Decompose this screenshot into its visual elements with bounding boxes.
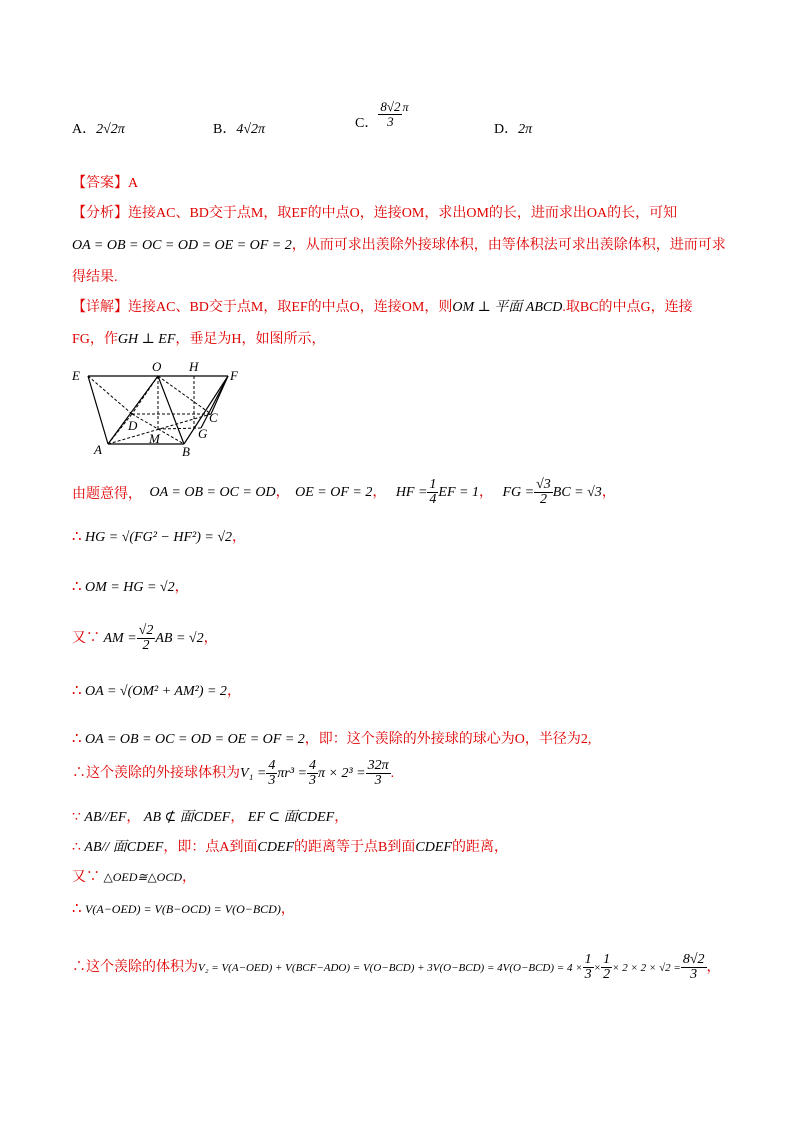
step-12-times: × xyxy=(593,962,602,974)
step-12-fraction-3 xyxy=(681,953,707,983)
option-c-fraction xyxy=(378,100,402,128)
step-10-prefix: 又∵ xyxy=(72,870,100,885)
step-7-text: ∴这个羡除的外接球体积为 xyxy=(72,766,240,781)
step-12-tail: × 2 × 2 × √2 = xyxy=(612,962,681,974)
step-7-fraction-3 xyxy=(366,759,391,789)
label-c: C xyxy=(209,410,218,425)
step-11-symbol: ∴ xyxy=(72,901,82,917)
analysis-label: 【分析】 xyxy=(72,206,128,221)
label-a: A xyxy=(94,442,102,457)
step-3-math: OM = HG = √2 xyxy=(85,580,175,595)
step-4-math-1: AM = xyxy=(103,631,137,646)
step-12-fraction-1-num: 1 xyxy=(584,951,592,967)
step-8-math-2: AB ⊄ 面CDEF xyxy=(143,810,231,825)
detail-line-1 xyxy=(72,296,693,316)
step-7-math-2: πr³ = xyxy=(277,766,307,781)
edge-ea xyxy=(88,376,108,444)
option-b-label: B． xyxy=(213,122,237,137)
edge-oc xyxy=(158,376,211,414)
geometry-figure xyxy=(66,358,246,458)
edge-ed xyxy=(88,376,132,414)
step-7-fraction-1 xyxy=(266,759,277,789)
step-9-text-1: ，即：点A到面 xyxy=(163,840,258,855)
step-1-math-4a: FG = xyxy=(502,485,535,500)
option-b-value: 4√2π xyxy=(236,122,266,137)
answer-label: 【答案】 xyxy=(72,176,128,191)
step-4: 又∵ AM = $\frac{√2}{2}$ AB = √2， xyxy=(72,622,218,654)
step-7-fraction-3-num: 32π xyxy=(367,757,389,773)
option-a-value: 2√2π xyxy=(96,122,125,137)
step-12-fraction-1 xyxy=(583,953,594,983)
step-7: ∴这个羡除的外接球体积为V₁ = $\frac{4}{3}$ πr³ = $\frac{4}{3}$ π × 2³ = $\frac{32\pi}{3}$ . xyxy=(72,757,395,789)
answer-line xyxy=(72,172,138,192)
option-a-label: A． xyxy=(72,122,97,137)
label-g: G xyxy=(198,426,208,441)
step-12-text: ∴这个羡除的体积为 xyxy=(72,960,198,975)
option-d xyxy=(494,118,532,138)
analysis-equation: OA = OB = OC = OD = OE = OF = 2 xyxy=(72,238,292,253)
step-12-math: V₂ = V(A−OED) + V(BCF−ADO) = V(O−BCD) + 3V(O−BCD) = 4V(O−BCD) = 4 × xyxy=(198,962,583,974)
step-1-fraction-2-num: √3 xyxy=(536,476,551,492)
step-12-fraction-3-den: 3 xyxy=(690,967,698,983)
option-b xyxy=(213,118,265,138)
step-11: ∴ V(A−OED) = V(B−OCD) = V(O−BCD)， xyxy=(72,901,295,917)
step-9-text-2: 的距离等于点B到面 xyxy=(294,840,416,855)
step-6 xyxy=(72,728,591,748)
step-8: ∵ AB//EF， AB ⊄ 面CDEF， EF ⊂ 面CDEF， xyxy=(72,810,349,825)
analysis-line-2 xyxy=(72,234,726,254)
answer-value: A xyxy=(128,176,139,191)
step-6-text: ，即：这个羡除的外接球的球心为O，半径为2, xyxy=(304,732,592,747)
step-7-fraction-3-den: 3 xyxy=(374,773,382,789)
step-2-math: HG = √(FG² − HF²) = √2 xyxy=(85,530,233,545)
edge-mg xyxy=(158,428,201,429)
step-1-fraction-2-den: 2 xyxy=(539,492,547,508)
step-7-fraction-2-num: 4 xyxy=(308,757,316,773)
step-9-math-2: CDEF xyxy=(257,840,295,855)
step-7-fraction-1-num: 4 xyxy=(268,757,276,773)
step-2-symbol: ∴ xyxy=(72,529,82,545)
step-9-math-1: AB// 面CDEF xyxy=(84,840,164,855)
step-9 xyxy=(72,836,508,856)
step-9-math-3: CDEF xyxy=(415,840,452,855)
option-c xyxy=(355,99,409,132)
detail-label: 【详解】 xyxy=(72,300,128,315)
step-8-math-1: AB//EF xyxy=(84,810,127,825)
option-d-value: 2π xyxy=(518,122,533,137)
step-1-fraction-1 xyxy=(427,478,438,508)
step-1-fraction-2 xyxy=(534,478,553,508)
label-f: F xyxy=(230,368,238,383)
edge-ob xyxy=(158,376,184,444)
detail-text-1a: 连接AC、BD交于点M，取EF的中点O，连接OM，则 xyxy=(128,300,453,315)
step-5-math: OA = √(OM² + AM²) = 2 xyxy=(85,684,227,699)
label-h: H xyxy=(189,359,199,374)
step-10: 又∵ △OED≅△OCD， xyxy=(72,870,197,885)
step-7-math-1: V₁ = xyxy=(240,766,267,781)
step-1-math-2: OE = OF = 2 xyxy=(295,485,373,500)
step-4-prefix: 又∵ xyxy=(72,631,100,646)
step-9-symbol: ∴ xyxy=(72,840,81,855)
step-7-fraction-2-den: 3 xyxy=(308,773,316,789)
label-b: B xyxy=(182,444,190,458)
edge-od xyxy=(132,376,158,414)
detail-math-2: GH ⊥ EF xyxy=(117,332,176,347)
detail-line-2 xyxy=(72,328,326,348)
step-7-fraction-1-den: 3 xyxy=(268,773,276,789)
step-12-fraction-1-den: 3 xyxy=(584,967,592,983)
step-4-math-2: AB = √2 xyxy=(155,631,204,646)
option-c-denominator: 3 xyxy=(387,113,394,129)
option-a xyxy=(72,118,125,138)
option-c-pi: π xyxy=(402,100,409,115)
step-6-math: OA = OB = OC = OD = OE = OF = 2 xyxy=(85,732,305,747)
step-5: ∴ OA = √(OM² + AM²) = 2， xyxy=(72,683,241,699)
step-8-symbol: ∵ xyxy=(72,810,81,825)
detail-text-1b: .取BC的中点G，连接 xyxy=(562,300,693,315)
label-d: D xyxy=(128,418,138,433)
step-1-math-3a: HF = xyxy=(395,485,428,500)
step-1-prefix: 由题意得， xyxy=(72,487,142,502)
option-c-label: C． xyxy=(355,116,379,132)
step-1-math-4b: BC = √3 xyxy=(552,485,602,500)
step-1: 由题意得， OA = OB = OC = OD， OE = OF = 2， HF = $\frac{1}{4}$ EF = 1， FG = $\frac{√3}{2}$ BC = √3， xyxy=(72,476,616,508)
detail-text-2a: FG，作 xyxy=(72,332,118,347)
step-11-math: V(A−OED) = V(B−OCD) = V(O−BCD) xyxy=(85,902,281,916)
step-9-text-3: 的距离， xyxy=(451,840,508,855)
analysis-text-2: ，从而可求出羡除外接球体积，由等体积法可求出羡除体积，进而可求 xyxy=(291,238,726,253)
label-o: O xyxy=(152,359,162,374)
label-m: M xyxy=(149,431,160,446)
detail-text-2b: ，垂足为H，如图所示， xyxy=(175,332,326,347)
step-7-fraction-2 xyxy=(307,759,318,789)
step-1-math-3b: EF = 1 xyxy=(438,485,479,500)
analysis-text-1: 连接AC、BD交于点M，取EF的中点O，连接OM，求出OM的长，进而求出OA的长，可知 xyxy=(128,206,678,221)
step-12-fraction-2-num: 1 xyxy=(603,951,611,967)
edge-fc xyxy=(211,376,228,414)
step-3-symbol: ∴ xyxy=(72,579,82,595)
step-12-fraction-3-num: 8√2 xyxy=(682,951,705,967)
analysis-line-3: 得结果. xyxy=(72,270,118,285)
step-2: ∴ HG = √(FG² − HF²) = √2， xyxy=(72,529,247,545)
step-3: ∴ OM = HG = √2， xyxy=(72,579,189,595)
step-4-fraction-den: 2 xyxy=(142,638,150,654)
step-4-fraction xyxy=(137,624,156,654)
step-10-math: △OED≅△OCD xyxy=(103,870,183,884)
analysis-line-1 xyxy=(72,202,677,222)
step-1-fraction-1-num: 1 xyxy=(429,476,437,492)
step-5-symbol: ∴ xyxy=(72,683,82,699)
detail-math-1: OM ⊥ 平面 ABCD xyxy=(452,300,563,315)
step-7-math-3: π × 2³ = xyxy=(317,766,366,781)
step-8-math-3: EF ⊂ 面CDEF xyxy=(247,810,335,825)
step-12-fraction-2-den: 2 xyxy=(603,967,611,983)
option-d-label: D． xyxy=(494,122,519,137)
step-1-fraction-1-den: 4 xyxy=(429,492,437,508)
step-4-fraction-num: √2 xyxy=(138,622,154,638)
step-12-fraction-2 xyxy=(601,953,612,983)
option-c-numerator: 8√2 xyxy=(380,99,401,114)
label-e: E xyxy=(72,368,80,383)
step-1-math-1: OA = OB = OC = OD xyxy=(149,485,276,500)
step-12: ∴这个羡除的体积为V₂ = V(A−OED) + V(BCF−ADO) = V(O−BCD) + 3V(O−BCD) = 4V(O−BCD) = 4 × $\frac{1}{3}$ × $\frac{1}{2}$ × 2 × 2 × √2 = $\frac{8√2}{3}$ ， xyxy=(72,951,721,983)
step-6-symbol: ∴ xyxy=(72,731,82,747)
